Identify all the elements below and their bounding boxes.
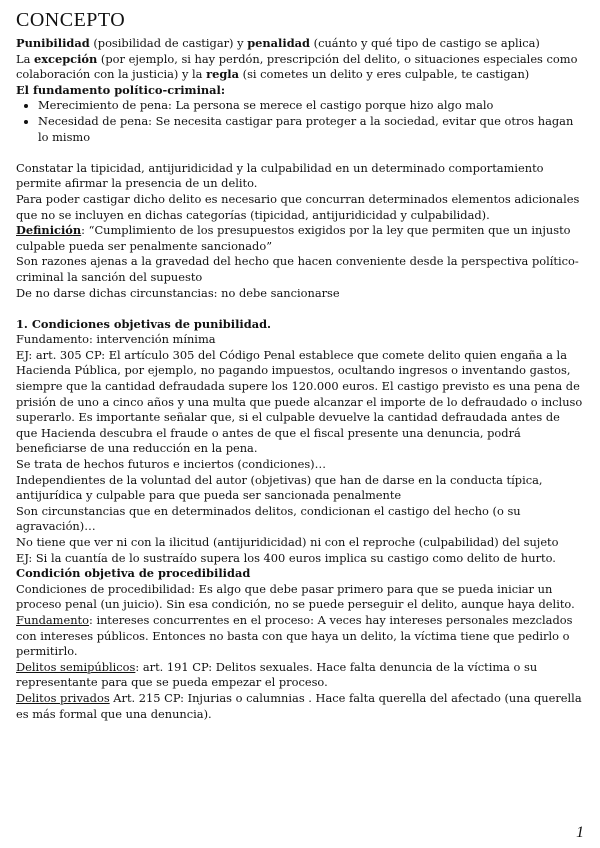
paragraph-razones: Son razones ajenas a la gravedad del hecho que hacen conveniente desde la perspectiva político-criminal la sanción del supuesto [16,254,579,284]
term-penalidad: penalidad [247,36,311,50]
paragraph-no-darse: De no darse dichas circunstancias: no debe sancionarse [16,285,340,300]
list-item: • Necesidad de pena: Se necesita castigar para proteger a la sociedad, evitar que otros hagan lo mismo [38,114,584,145]
term-punibilidad: Punibilidad [16,36,90,50]
definicion-text: : “Cumplimiento de los presupuestos exigidos por la ley que permiten que un injusto culpable pueda ser penalmente sancionado” [16,223,571,253]
procedibilidad-fundamento [16,613,584,660]
penalidad-desc: (cuánto y qué tipo de castigo se aplica) [310,36,540,50]
procedibilidad-semipublicos [16,660,584,691]
section-1-no-tiene: No tiene que ver ni con la ilicitud (antijuridicidad) ni con el reproche (culpabilidad) del sujeto [16,535,559,549]
paragraph-constatar: Constatar la tipicidad, antijuridicidad y la culpabilidad en un determinado comportamiento permite afirmar la presencia de un delito. [16,160,544,191]
section-1-ejemplo: EJ: art. 305 CP: El artículo 305 del Código Penal establece que comete delito quien engaña a la Hacienda Pública, por ejemplo, no pagando impuestos, ocultando ingresos o inventando gastos, siempre que la cantidad defraudada supere los 120.000 euros. El castigo previsto es una pena de prisión de uno a cinco años y una multa que puede alcanzar el importe de lo defraudado o incluso superarlo. Es importante señalar que, si el culpable devuelve la cantidad defraudada antes de que Hacienda descubra el fraude o antes de que el fiscal presente una denuncia, podrá beneficiarse de una reducción en la pena. [16,347,583,456]
section-1-circunstancias: Son circunstancias que en determinados delitos, condicionan el castigo del hecho (o su agravación)… [16,503,521,534]
intro-line-2 [16,52,584,83]
page-title: CONCEPTO [16,9,126,31]
intro-line-1 [16,36,584,52]
privados-text: Art. 215 CP: Injurias o calumnias . Hace falta querella del afectado (una querella es más formal que una denuncia). [16,690,582,721]
privados-label: Delitos privados [16,690,110,705]
section-1-ej-hurto: EJ: Si la cuantía de lo sustraído supera los 400 euros implica su castigo como delito de hurto. [16,550,556,565]
term-regla: regla [206,67,239,82]
definicion-label: Definición [16,223,82,238]
semipublicos-label: Delitos semipúblicos [16,659,136,674]
punibilidad-desc: (posibilidad de castigar) y [89,36,248,50]
excepcion-pre: La [16,51,34,66]
list-item: • Merecimiento de pena: La persona se merece el castigo porque hizo algo malo [38,98,584,114]
fundamento-list [16,98,584,145]
procedibilidad-condiciones: Condiciones de procedibilidad: Es algo que debe pasar primero para que se pueda iniciar un proceso penal (un juicio). Sin esa condición, no se puede perseguir el delito, aunque haya delito. [16,581,575,612]
procedibilidad-privados [16,691,584,722]
fundamento-heading-text: El fundamento político-criminal: [16,82,226,97]
section-1-heading-text: 1. Condiciones objetivas de punibilidad. [16,316,272,331]
excepcion-desc: (por ejemplo, si hay perdón, prescripción del delito, o situaciones especiales como colaboración con la justicia) y la [16,51,578,82]
section-1-fundamento: Fundamento: intervención mínima [16,332,216,347]
fundamento-heading [16,83,584,99]
section-1-heading [16,317,584,333]
procedibilidad-heading-text: Condición objetiva de procedibilidad [16,566,251,581]
section-1-independientes: Independientes de la voluntad del autor (objetivas) que han de darse en la conducta típica, antijurídica y culpable para que pueda ser sancionada penalmente [16,472,543,503]
fundamento-label: Fundamento [16,612,89,627]
paragraph-definicion [16,223,584,254]
section-1-hechos: Se trata de hechos futuros e inciertos (condiciones)… [16,457,327,472]
page-number: 1 [576,824,584,841]
paragraph-para-poder: Para poder castigar dicho delito es necesario que concurran determinados elementos adicionales que no se incluyen en dichas categorías (tipicidad, antijuridicidad y culpabilidad). [16,191,580,222]
regla-desc: (si cometes un delito y eres culpable, te castigan) [239,67,530,82]
procedibilidad-heading [16,566,584,582]
term-excepcion: excepción [33,51,98,66]
semipublicos-text: : art. 191 CP: Delitos sexuales. Hace falta denuncia de la víctima o su representante para que se pueda empezar el proceso. [16,659,538,690]
fundamento-text: : intereses concurrentes en el proceso: A veces hay intereses personales mezclados con intereses públicos. Entonces no basta con que haya un delito, la víctima tiene que pedirlo o permitirlo. [16,612,573,659]
